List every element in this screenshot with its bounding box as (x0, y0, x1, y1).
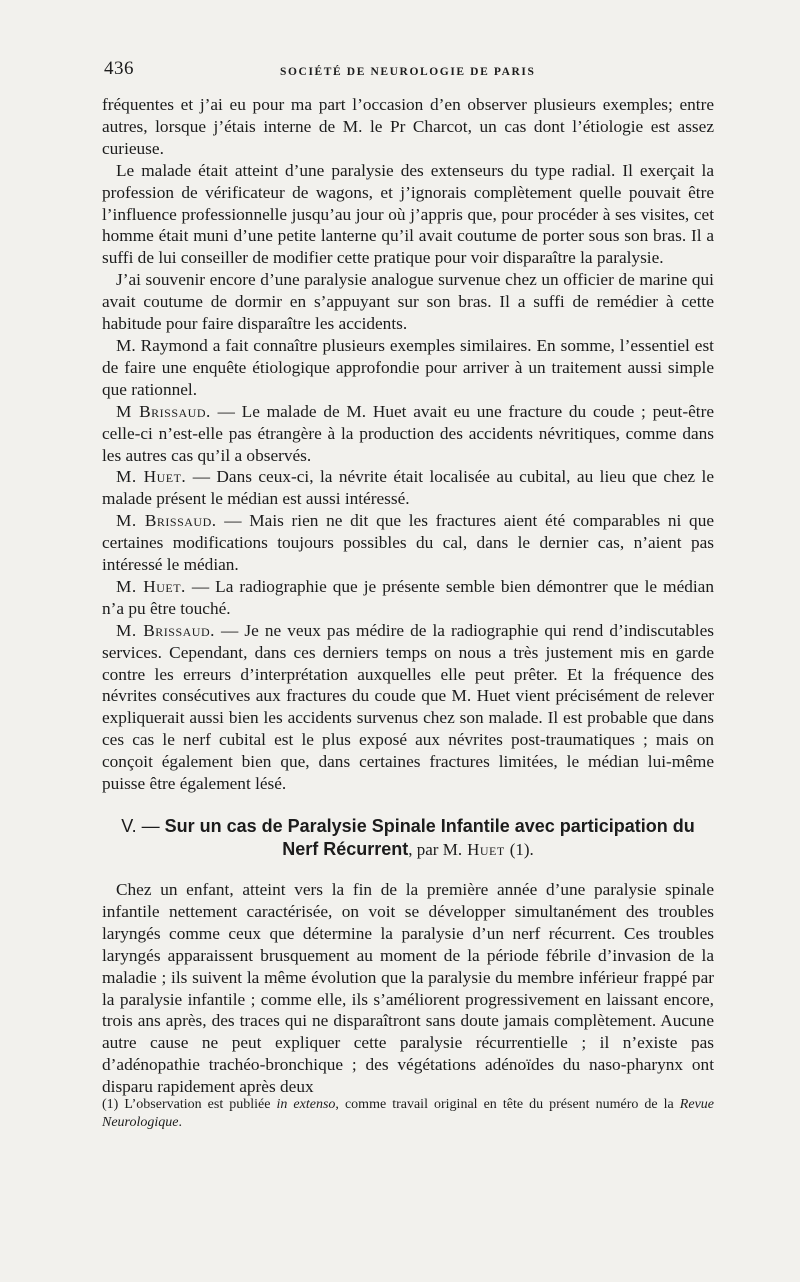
speaker-name: M Brissaud. (116, 401, 211, 421)
section-number: V. — (121, 816, 160, 836)
dialogue-paragraph (102, 576, 714, 620)
dialogue-text: — Je ne veux pas médire de la radiographie qui rend d’indiscutables services. Cependant, dans ces derniers temps on nous a très justement mis en garde contre les erreurs d’interprétation auxquelles elle peut prêter. Et la fréquence des névrites consécutives aux fractures du coude que M. Huet vient précisément de relever expliquerait aussi bien les accidents survenus chez son malade. Il est probable que dans ces cas le nerf cubital est le plus exposé aux névrites post-traumatiques ; mais on conçoit également bien que, dans certaines fractures limitées, le médian lui-même puisse être également lésé. (102, 620, 715, 794)
page-header (104, 58, 704, 84)
dialogue-text: — Dans ceux-ci, la névrite était localisée au cubital, au lieu que chez le malade présent le médian est aussi intéressé. (102, 467, 714, 509)
footnote-italic: in extenso (276, 1097, 336, 1112)
running-head: SOCIÉTÉ DE NEUROLOGIE DE PARIS (280, 66, 536, 78)
paragraph: fréquentes et j’ai eu pour ma part l’occasion d’en observer plusieurs exemples; entre autres, lorsque j’étais interne de M. le Pr Charcot, un cas dont l’étiologie est assez curieuse. (102, 95, 714, 158)
footnote-mark: (1) (102, 1097, 119, 1112)
speaker-name: M. Brissaud. (116, 620, 215, 640)
footnote (102, 1096, 714, 1132)
dialogue-text: — La radiographie que je présente semble bien démontrer que le médian n’a pu être touché. (102, 576, 714, 618)
body-text (102, 94, 714, 1098)
speaker-name: M. Brissaud. (116, 511, 217, 531)
footnote-text: , comme travail original en tête du présent numéro de la (335, 1097, 680, 1112)
section-author: Huet (467, 840, 505, 859)
footnote-text: L’observation est publiée (118, 1097, 277, 1112)
section-byline: , par M. (408, 840, 463, 859)
page-number: 436 (104, 58, 134, 79)
dialogue-paragraph (102, 401, 714, 467)
footnote-journal: Revue Neurologique (102, 1097, 714, 1130)
paragraph: Le malade était atteint d’une paralysie des extenseurs du type radial. Il exerçait la profession de vérificateur de wagons, et j’ignorais complètement quelle pouvait être l’influence professionnelle jusqu’au jour où j’appris que, pour procéder à ses visites, cet homme était muni d’une petite lanterne qu’il avait coutume de porter sous son bras. Il a suffi de lui conseiller de modifier cette pratique pour voir disparaître la paralysie. (102, 160, 714, 268)
dialogue-paragraph (102, 510, 714, 576)
footnote-text: . (178, 1115, 182, 1130)
section-heading (102, 815, 714, 861)
speaker-name: M. Huet. (116, 467, 187, 487)
dialogue-paragraph (102, 466, 714, 510)
paragraph: J’ai souvenir encore d’une paralysie analogue survenue chez un officier de marine qui avait coutume de dormir en s’appuyant sur son bras. Il a suffi de remédier à cette habitude pour faire disparaître les accidents. (102, 270, 714, 334)
paragraph: M. Raymond a fait connaître plusieurs exemples similaires. En somme, l’essentiel est de faire une enquête étiologique approfondie pour arriver à un traitement aussi simple que rationnel. (102, 335, 714, 399)
speaker-name: M. Huet. (116, 576, 186, 596)
section-title: Sur un cas de Paralysie Spinale Infantile avec participation du Nerf Récurrent (164, 816, 695, 859)
paragraph: Chez un enfant, atteint vers la fin de la première année d’une paralysie spinale infantile nettement caractérisée, on voit se développer simultanément des troubles laryngés comme ceux que détermine la paralysie d’un nerf récurrent. Ces troubles laryngés apparaissent brusquement au moment de la période fébrile d’invasion de la maladie ; ils suivent la même évolution que la paralysie du membre inférieur frappé par la paralysie infantile ; comme elle, ils s’améliorent progressivement en laissant encore, trois ans après, des traces qui ne disparaîtront sans doute jamais complètement. Aucune autre cause ne peut expliquer cette paralysie récurrentielle ; il n’existe pas d’adénopathie trachéo-bronchique ; des végétations adénoïdes du naso-pharynx ont disparu rapidement après deux (102, 880, 714, 1097)
footnote-ref: (1). (509, 840, 534, 859)
dialogue-text: — Le malade de M. Huet avait eu une fracture du coude ; peut-être celle-ci n’est-elle pas étrangère à la production des accidents névritiques, comme dans les autres cas qu’il a observés. (102, 401, 714, 465)
dialogue-paragraph (102, 620, 714, 795)
dialogue-text: — Mais rien ne dit que les fractures aient été comparables ni que certaines modifications toujours possibles du cal, dans le dernier cas, n’aient pas intéressé le médian. (102, 511, 715, 575)
